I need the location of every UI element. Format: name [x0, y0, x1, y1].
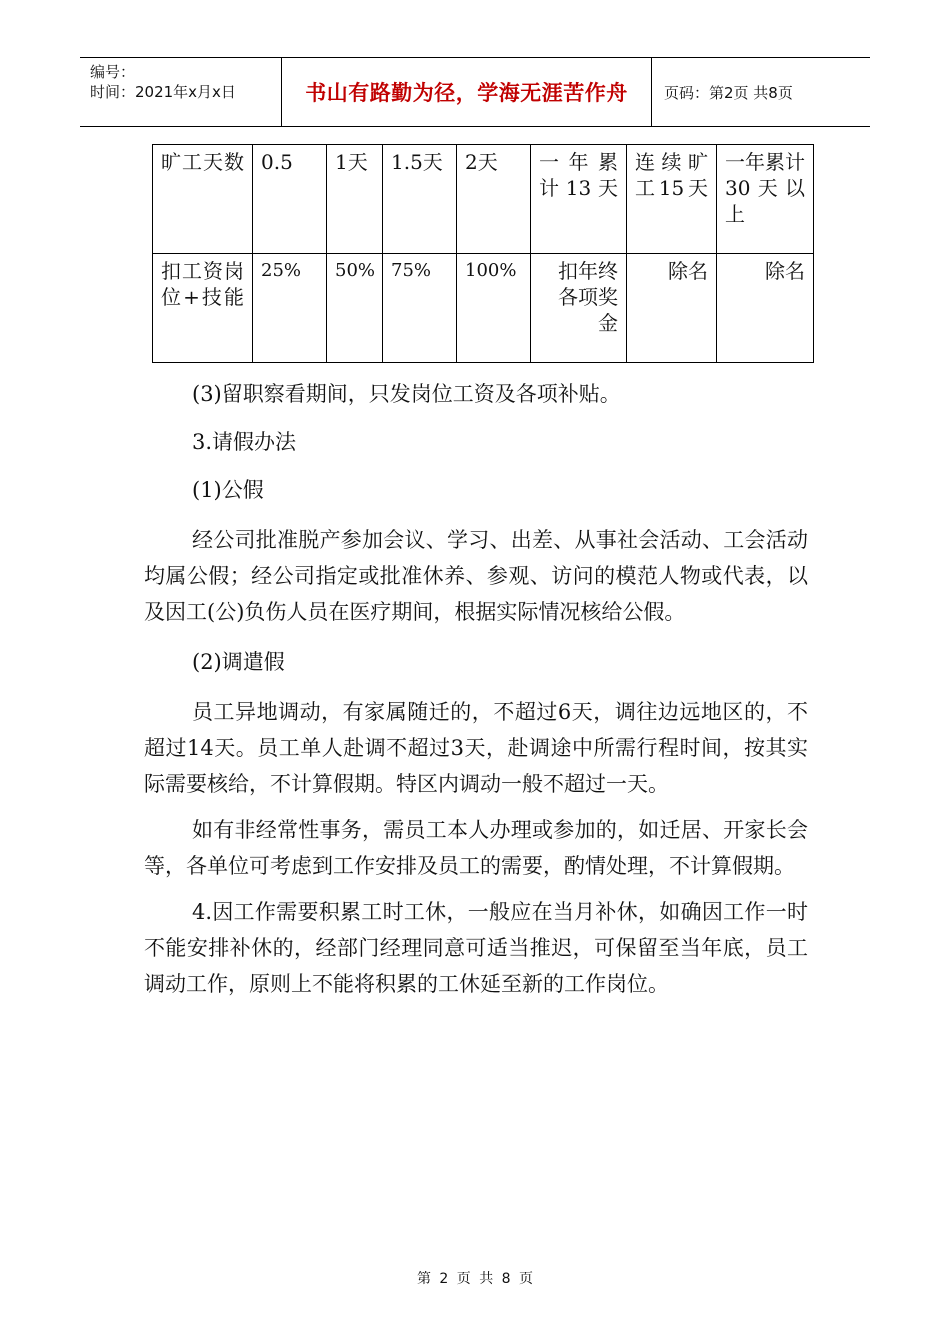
- table-cell: 0.5: [253, 145, 327, 254]
- table-cell: 25%: [253, 254, 327, 363]
- paragraph: (3)留职察看期间，只发岗位工资及各项补贴。: [192, 382, 621, 406]
- table-cell: 2天: [457, 145, 531, 254]
- table-cell: 扣工资岗位+技能: [153, 254, 253, 363]
- table-cell: 扣年终各项奖金: [531, 254, 627, 363]
- document-body: [144, 372, 808, 1012]
- paragraph: 如有非经常性事务，需员工本人办理或参加的，如迁居、开家长会等，各单位可考虑到工作安排及员工的需要，酌情处理，不计算假期。: [144, 818, 808, 878]
- page-header: [80, 57, 870, 127]
- table-cell: 1.5天: [383, 145, 457, 254]
- table-cell: 1天: [327, 145, 383, 254]
- table-cell: 一年累计30天以上: [717, 145, 814, 254]
- section-heading: 3.请假办法: [192, 430, 297, 454]
- absence-penalty-table: [152, 144, 814, 363]
- header-page-info: 页码：第2页 共8页: [664, 83, 793, 102]
- page-footer: 第 2 页 共 8 页: [416, 1271, 534, 1287]
- table-row: [153, 145, 814, 254]
- table-cell: 75%: [383, 254, 457, 363]
- document-time: 时间：2021年x月x日: [90, 83, 236, 101]
- table-cell: 除名: [717, 254, 814, 363]
- table-cell: 100%: [457, 254, 531, 363]
- table-cell: 旷工天数: [153, 145, 253, 254]
- paragraph: 经公司批准脱产参加会议、学习、出差、从事社会活动、工会活动均属公假；经公司指定或批准休养、参观、访问的模范人物或代表，以及因工(公)负伤人员在医疗期间，根据实际情况核给公假。: [144, 528, 808, 624]
- paragraph: 4.因工作需要积累工时工休，一般应在当月补休，如确因工作一时不能安排补休的，经部门经理同意可适当推迟，可保留至当年底，员工调动工作，原则上不能将积累的工休延至新的工作岗位。: [144, 900, 808, 996]
- table-cell: 连续旷工15天: [627, 145, 717, 254]
- header-motto: 书山有路勤为径，学海无涯苦作舟: [282, 58, 652, 126]
- table-cell: 50%: [327, 254, 383, 363]
- document-number-label: 编号：: [90, 63, 136, 81]
- header-meta: [80, 58, 282, 126]
- subsection-heading: (1)公假: [192, 478, 264, 502]
- subsection-heading: (2)调遣假: [192, 650, 285, 674]
- table-row: [153, 254, 814, 363]
- table-cell: 一年累计13天: [531, 145, 627, 254]
- paragraph: 员工异地调动，有家属随迁的，不超过6天，调往边远地区的，不超过14天。员工单人赴调不超过3天，赴调途中所需行程时间，按其实际需要核给，不计算假期。特区内调动一般不超过一天。: [144, 700, 808, 796]
- table-cell: 除名: [627, 254, 717, 363]
